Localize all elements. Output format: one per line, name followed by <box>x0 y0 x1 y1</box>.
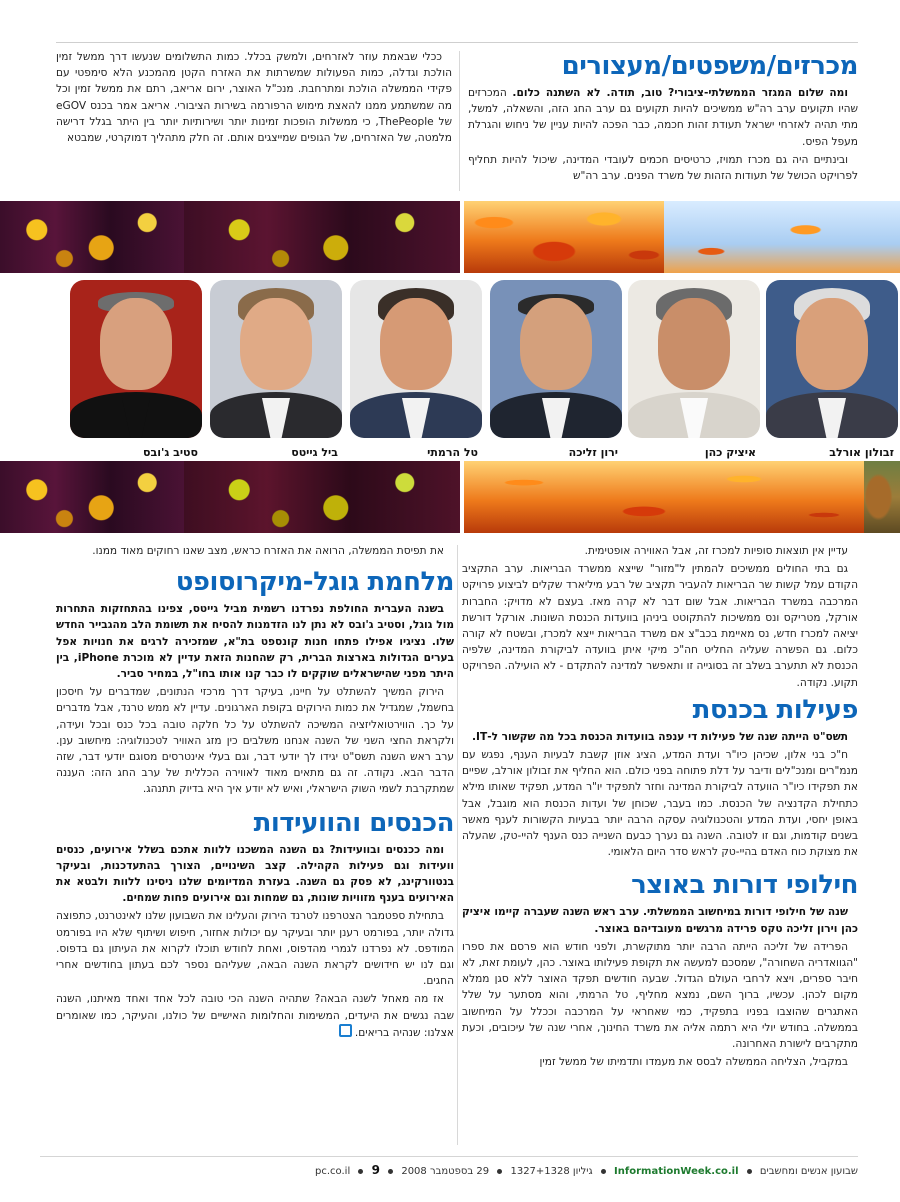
autumn-sky-image <box>664 201 900 273</box>
paragraph: ובינתיים היה גם מכרז תמויז, כרטיסים חכמים לעובדי המדינה, שיכול להיות תחליף לפרויקט הכושל של תעודות הזהות של משרד הפנים. ערב רה"ש <box>468 153 858 183</box>
forest-image <box>864 461 900 533</box>
bullet-icon <box>497 1169 502 1174</box>
photo <box>210 280 342 438</box>
portrait-yaron <box>490 280 622 459</box>
person-name: טל הרמתי <box>427 446 478 459</box>
photo <box>766 280 898 438</box>
portrait-bill <box>210 280 342 459</box>
person-name: ירון זליכה <box>568 446 618 459</box>
paragraph: במקביל, הצליחה הממשלה לבסס את מעמדו ותדמיתו של ממשל זמין <box>539 1056 848 1069</box>
heading-google-microsoft: מלחמת גוגל-מיקרוסופט <box>175 567 454 598</box>
lead-paragraph: שנה של חילופי דורות במיחשוב הממשלתי. ערב ראש השנה שעברה קיימו איציק כהן וירון זליכה טקס פרידה מרגשים מעובדיהם באוצר. <box>462 906 858 935</box>
decorative-band-bottom <box>0 461 900 533</box>
paragraph: ומה שלום המגזר הממשלתי-ציבורי? טוב, תודה. לא השתנה כלום. המכרזים שהיו תקועים ערב רה"ש ממשיכים להיות תקועים גם ערב החג הזה, והשאלה, למשל, מתי תהיה לאזרחי ישראל תעודת זהות חכמה, כבר הפכה להיות עניין של ניחוש והגרלת מעפל הפיס. <box>468 87 858 148</box>
column-divider <box>457 545 458 1145</box>
fractal-image <box>184 461 460 533</box>
top-right-column <box>468 49 858 194</box>
site-name: InformationWeek.co.il <box>614 1166 739 1177</box>
top-text-block <box>56 42 858 193</box>
bullet-icon <box>601 1169 606 1174</box>
paragraph: גם בתי החולים ממשיכים להמתין ל"מזור" שייצא ממשרד הבריאות. ערב התקציב הקודם עמל קשות שר הבריאות להעביר תקציב של רבע מיליארד שקלים לביצוע פרויקט המרכבה במשרד הבריאות. אבל שום דבר לא קרה מאז. בעצם לא מדויק: החברות אורקל, מטריקס ונס ממשיכות להתקוטט ביניהן בוועדות הכנסת השונות. אורקל דורשת יציאה למכרז חדש, נס מאיימת בכב"צ אם משרד הבריאות ייצא למכרז, ובשטח לא קורה כלום. גם הפשרה שעליה החליט חה"כ מיקי איתן בוועדה לביקורת המדינה, שלפיה הכנסת לא תתערב בשלב זה בסוגייה זו ותאפשר למדינה להתקדם - לא הועילה. הפרויקט תקוע. נקודה. <box>462 563 858 689</box>
photo <box>70 280 202 438</box>
fractal-image <box>0 201 184 273</box>
bullet-icon <box>358 1169 363 1174</box>
bullet-icon <box>388 1169 393 1174</box>
paragraph: את תפיסת הממשלה, הרואה את האזרח כראש, מצב שאנו רחוקים מאוד ממנו. <box>92 545 444 557</box>
fractal-image <box>0 461 184 533</box>
column-divider <box>459 51 460 191</box>
page-footer <box>40 1156 858 1177</box>
portrait-tal <box>350 280 482 459</box>
lower-right-column <box>462 543 858 1072</box>
heading-knesset: פעילות בכנסת <box>692 694 858 725</box>
photo <box>350 280 482 438</box>
autumn-leaves-image <box>464 201 664 273</box>
autumn-leaves-image <box>464 461 864 533</box>
portrait-row <box>58 280 896 470</box>
page-number: 9 <box>371 1163 380 1177</box>
person-name: ביל גייטס <box>291 446 338 459</box>
paragraph: עדיין אין תוצאות סופיות למכרז זה, אבל האווירה אופטימית. <box>584 545 848 557</box>
heading-conferences: הכנסים והוועידות <box>253 807 454 838</box>
portrait-steve <box>70 280 202 459</box>
lead-paragraph: בשנה העברית החולפת נפרדנו רשמית מביל גייטס, צפינו בהתחזקות התחרות מול גוגל, וסטיב ג'ובס לא נתן לנו הזדמנות להסיח את תשומת הלב מהגבייר החדש שלו. נציגיו אפילו פתחו חנות קונספט בת"א, שמזכירה לרגים את חנויות אפל בערים הגדולות בארצות הברית, רק שהחנות הזאת עדיין לא מוכרת iPhone, בין היתר מפני שהישראלים שוקקים לו כבר קנו אותו בחו"ל, במחיר סביר. <box>56 603 455 681</box>
portrait-zevulun <box>766 280 898 459</box>
lead-paragraph: תשס"ט הייתה שנה של פעילות די ענפה בוועדות הכנסת בכל מה שקשור ל-IT. <box>471 730 848 743</box>
person-name: זבולון אורלב <box>829 446 894 459</box>
issue-date: 29 בספטמבר 2008 <box>401 1166 490 1177</box>
publication-name: שבועון אנשים ומחשבים <box>759 1166 858 1177</box>
photo <box>490 280 622 438</box>
fractal-image <box>184 201 460 273</box>
paragraph: בתחילת ספטמבר הצטרפנו לטרנד הירוק והעלינו את השבועון שלנו לאינטרנט, כתפוצה גדולה יותר, בפורמט רענן יותר ובעיקר עם יכולות אחזור, חיפוש ושיתוף שלא היו בפורמט המודפס. לא נפרדנו לגמרי מהדפוס, ואחת לחודש תוכלו לקרוא את העיתון גם בדפוס. וגם לנו יש חידושים לקראת השנה הבאה, שעליהם נספר לכם בעתון בחודשים אחרי החגים. <box>56 910 454 988</box>
person-name: איציק כהן <box>704 446 756 459</box>
decorative-band-top <box>0 201 900 273</box>
secondary-site: pc.co.il <box>315 1166 351 1177</box>
heading-treasury: חילופי דורות באוצר <box>631 870 858 901</box>
end-of-article-icon <box>339 1024 352 1037</box>
heading-tenders: מכרזים/משפטים/מעצורים <box>561 51 858 81</box>
lower-left-column <box>56 543 454 1043</box>
paragraph: ח"כ בני אלון, שכיהן כיו"ר ועדת המדע, הציג אוזן קשבת לבעיות הענף, נפגש עם מנמ"רים ומנכ"לים ודיבר על דלת פתוחה בפני כולם. הוא החליף את זבולון אורלב, שפיים את תפקידו כיו"ר הוועדה לביקורת המדינה וחזר לתפקיד יו"ר המדע, תפקיד שאותו מילא כתחילת הקדנציה של הכנסת. כמו בעבר, שכוחן של ועדות הכנסת הוא מוגבל, אבל באופן יחסי, ועדת המדע והטכנולוגיה עסקה הרבה יותר בבעיות הקשורות לענף מאשר בשנים קודמות, וגם זו לטובה. השנה גם נערך כבעם השנייה כנס הענף להיי-טק, שהעלה את מצוקת כוח האדם בהיי-טק לראש סדר היום הלאומי. <box>462 749 858 859</box>
top-left-column <box>56 49 452 194</box>
person-name: סטיב ג'ובס <box>143 446 198 459</box>
paragraph: הירוק המשיך להשתלט על חיינו, בעיקר דרך מרכזי הנתונים, שמדברים על חיסכון בחשמל, שמגדיל את כמות הירוקים בקופת הארגונים. עדיין לא ממש טרנד, אבל מדברים על כך. הווירטואליזציה המשיכה להשתלט על כל חלקה טובה בכל כנס ובכל ועידה, ולקראת החצי השני של השנה אנחנו משלבים כין מזג האוויר לטכנולוגיה: מיחשוב ענן. ערב ראש השנה תשס"ט יגידו לך יודעי דבר, וגם בעלי אינטרסים מסוגם יודעי דבר, שזה הדבר הבא. נקודה. זה גם מתאים מאוד לאווירה הכללית של ערב החג הזה: העננה שמתקרבת לשמי השוק הישראלי, ואיש לא יודע איך היא בדיוק תתנהג. <box>56 686 454 796</box>
issue-number: גיליון 1327+1328 <box>510 1166 593 1177</box>
paragraph: ככלי שבאמת עוזר לאזרחים, ולמשק בכלל. כמות התשלומים שנעשו דרך ממשל זמין הולכת וגדלה, כמות הפעולות שמשרתות את האזרח הקטן מהמכנע הלא סימפטי עם פקידי הממשלה הולכת ומתרחבת. מנכ"ל האוצר, ירום אריאב, רתם את ממשל זמין וכל מה שמשתמע ממנו להאצת מימוש הרפורמה בשירות הציבורי. אריאב אמר בכנס eGOV של ThePeople, כי ממשלות הופכות זמינות יותר ושירותיות יותר בין היתר בגלל דרישה מלמטה, של האזרחים, של הגופים שמייצגים אותם. זה חלק מתהליך דמוקרטי, שמבטא <box>56 51 452 145</box>
paragraph: אז מה מאחל לשנה הבאה? שתהיה השנה הכי טובה לכל אחד ואחד מאיתנו, השנה שבה נגשים את היעדים, המשימות והחלומות האישיים של כולנו, והעיקר, כמו שאומרים אצלנו: שנהיה בריאים. <box>56 993 454 1039</box>
lead-paragraph: ומה ככנסים ובוועידות? גם השנה המשכנו ללוות אתכם בשלל אירועים, כנסים וועידות וגם פעילות הקהילה. קצב השינויים, הצורך בהתעדכנות, ובעיקר בנטוורקינג, לא פסק גם השנה. בעזרת המדיומים שלנו ניסינו ללוות ולבטא את האירועים בענף מזוויות שונות, גם שמחות וגם אירועים פחות שמחים. <box>56 843 454 905</box>
portrait-itzik <box>628 280 760 459</box>
bullet-icon <box>747 1169 752 1174</box>
photo <box>628 280 760 438</box>
paragraph: הפרידה של זליכה הייתה הרבה יותר מתוקשרת, ולפני חודש הוא פרסם את ספרו "הגוואדריה השחורה", שמסכם למעשה את תקופת פעילותו באוצר. כהן, לעומת זאת, לא חיבר ספרים, ויצא לרחבי העולם הגדול. שבעה חודשים תפקד האוצר ללא סגן ממלא מקום לכהן. עכשיו, ברוך השם, נמצא מחליף, טל הרמתי, והוא מסתער על שלל האתגרים שהוצבו בפניו בתפקיד, כמי שאחראי על המרכבה וככלל על המיחשוב בממשלה. בחודש יולי היא רתמה אליה את משרד החינוך, אחרי שנה של עיכובים, וכעת מתקרבים לישורת האחרונה. <box>462 940 858 1051</box>
